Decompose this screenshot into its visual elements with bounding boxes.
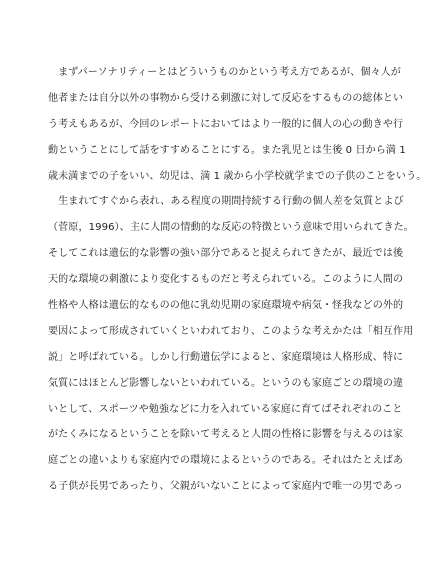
text-line: 生まれてすぐから表れ、ある程度の期間持続する行動の個人差を気質とよび xyxy=(48,196,404,208)
text-line: 天的な環境の刺激により変化するものだと考えられている。このように人間の xyxy=(48,274,404,286)
text-line: 動ということにして話をすすめることにする。また乳児とは生後 0 日から満 1 xyxy=(48,144,406,156)
text-line: まずパーソナリティーとはどういうものかという考え方であるが、個々人が xyxy=(48,67,401,78)
text-line: （菅原，1996）、主に人間の情動的な反応の特徴という意味で用いられてきた。 xyxy=(48,222,414,234)
text-line: 庭ごとの違いよりも家庭内での環境によるというのである。それはたとえばあ xyxy=(48,455,404,467)
text-line: う考えもあるが、今回のレポートにおいてはより一般的に個人の心の動きや行 xyxy=(48,118,404,130)
text-line: そしてこれは遺伝的な影響の強い部分であると捉えられてきたが、最近では後 xyxy=(48,248,404,260)
text-line: る子供が長男であったり、父親がいないことによって家庭内で唯一の男であっ xyxy=(48,481,403,493)
text-line: 歳未満までの子をいい、幼児は、満 1 歳から小学校就学までの子供のことをいう。 xyxy=(48,170,426,182)
text-line: 要因によって形成されていくといわれており、このような考えかたは「相互作用 xyxy=(48,325,414,337)
text-line: 気質にはほとんど影響しないといわれている。というのも家庭ごとの環境の違 xyxy=(48,377,404,389)
text-line: 説」と呼ばれている。しかし行動遺伝学によると、家庭環境は人格形成、特に xyxy=(48,351,404,363)
text-line: 性格や人格は遺伝的なものの他に乳幼児期の家庭環境や病気・怪我などの外的 xyxy=(48,300,404,312)
text-line: がたくみになるということを除いて考えると人間の性格に影響を与えるのは家 xyxy=(48,429,404,441)
text-line: いとして、スポーツや勉強などに力を入れている家庭に育てばそれぞれのこと xyxy=(48,403,403,415)
body-text xyxy=(48,66,426,506)
text-line: 他者または自分以外の事物から受ける刺激に対して反応をするものの総体とい xyxy=(48,92,404,104)
